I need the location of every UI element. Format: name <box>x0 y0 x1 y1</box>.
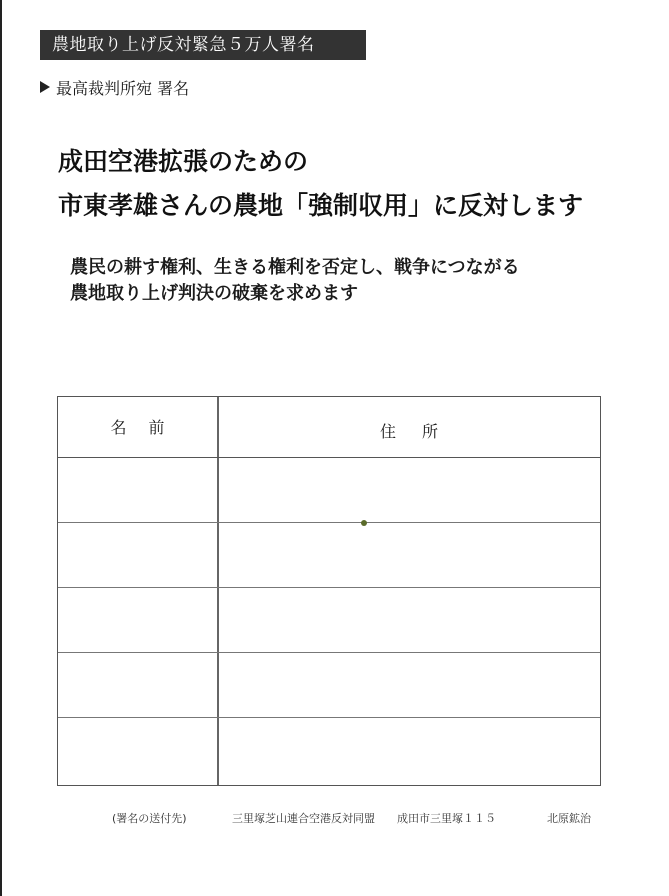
signature-table-header <box>58 397 600 458</box>
addressee-text: 最高裁判所宛 署名 <box>56 79 190 98</box>
signature-row <box>58 718 600 784</box>
footer-person: 北原鉱治 <box>547 812 591 825</box>
address-cell[interactable] <box>219 718 600 784</box>
name-cell[interactable] <box>58 653 217 717</box>
addressee-line <box>40 79 189 99</box>
address-cell[interactable] <box>219 653 600 717</box>
footer-label: (署名の送付先) <box>112 812 187 825</box>
subline-line-1: 農民の耕す権利、生きる権利を否定し、戦争につながる <box>70 257 520 278</box>
address-cell[interactable] <box>219 588 600 652</box>
signature-row <box>58 523 600 588</box>
headline-line-1: 成田空港拡張のための <box>58 147 309 176</box>
name-cell[interactable] <box>58 718 217 784</box>
signature-row <box>58 458 600 523</box>
footer-address: 成田市三里塚１１５ <box>397 812 496 825</box>
address-cell[interactable] <box>219 523 600 587</box>
name-cell[interactable] <box>58 523 217 587</box>
headline-line-2: 市東孝雄さんの農地「強制収用」に反対します <box>58 191 584 220</box>
page-edge-shadow <box>0 0 2 896</box>
name-cell[interactable] <box>58 588 217 652</box>
signature-table <box>57 396 601 786</box>
header-address: 住所 <box>379 422 464 441</box>
footer-organization: 三里塚芝山連合空港反対同盟 <box>232 812 375 825</box>
triangle-bullet-icon <box>40 81 50 93</box>
signature-row <box>58 653 600 718</box>
address-cell[interactable] <box>219 458 600 522</box>
name-cell[interactable] <box>58 458 217 522</box>
ink-speck <box>361 520 367 526</box>
campaign-banner: 農地取り上げ反対緊急５万人署名 <box>40 30 366 60</box>
signature-row <box>58 588 600 653</box>
header-name: 名前 <box>110 418 187 437</box>
subline-line-2: 農地取り上げ判決の破棄を求めます <box>70 283 358 304</box>
